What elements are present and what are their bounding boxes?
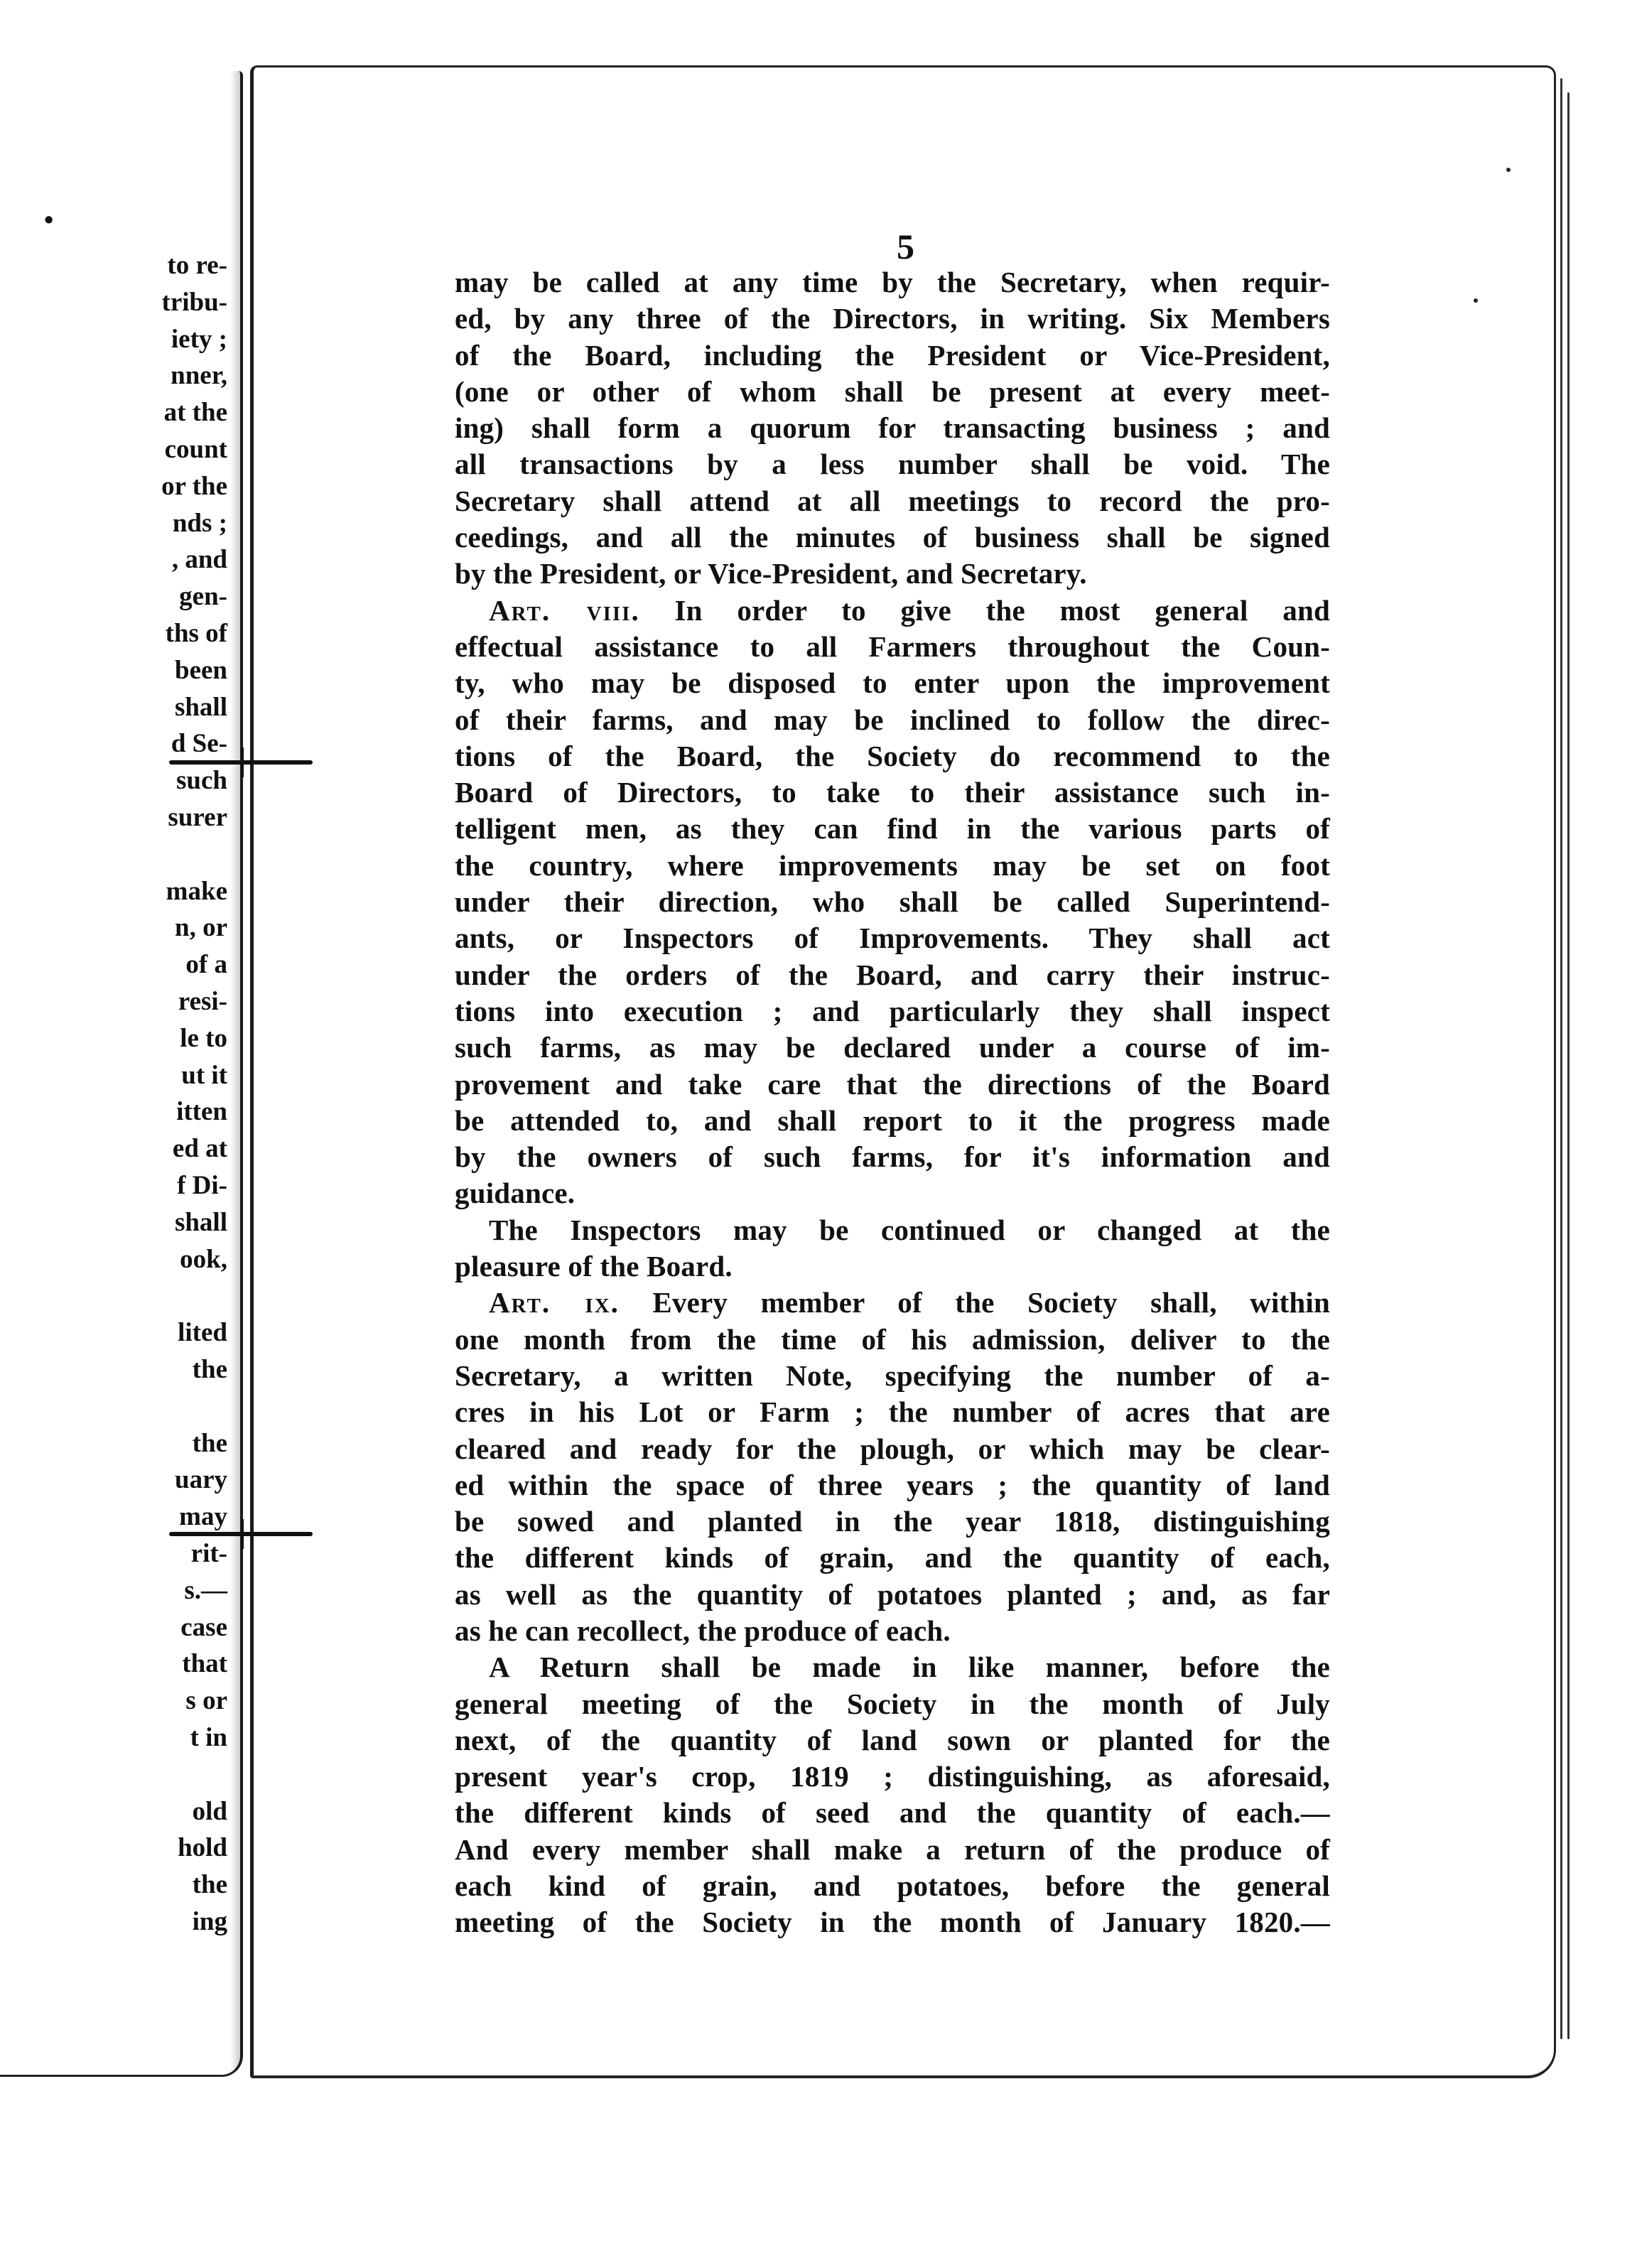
text-line-content: Secretary shall attend at all meetings to record the pro-: [455, 484, 1330, 517]
left-page-line: at the: [163, 398, 227, 428]
text-line-content: be sowed and planted in the year 1818, distinguishing: [455, 1505, 1330, 1538]
text-line: [455, 1613, 1330, 1649]
text-line: [455, 1212, 1330, 1248]
left-page-line: hold: [178, 1833, 227, 1863]
text-line: [455, 593, 1330, 629]
text-line: [455, 1540, 1330, 1576]
text-line-content: provement and take care that the directions of the Board: [455, 1067, 1330, 1101]
left-page-line: may: [179, 1502, 227, 1532]
text-line: [455, 1868, 1330, 1904]
left-page-line: iety ;: [171, 324, 227, 354]
text-line-content: the country, where improvements may be set on foot: [455, 848, 1330, 882]
ink-speck: [1506, 168, 1511, 172]
left-page-line: resi-: [178, 987, 227, 1016]
left-page-line: of a: [185, 950, 227, 980]
left-page-line: ed at: [172, 1134, 227, 1164]
left-page-line: the: [192, 1428, 227, 1458]
ink-speck: [1474, 298, 1478, 303]
text-line-content: cleared and ready for the plough, or which may be clear-: [455, 1432, 1330, 1465]
text-line: [455, 1686, 1330, 1722]
text-line-content: ceedings, and all the minutes of business shall be signed: [455, 521, 1330, 554]
text-line-content: tions of the Board, the Society do recommend to the: [455, 739, 1330, 772]
text-line-content: present year's crop, 1819 ; distinguishing, as aforesaid,: [455, 1760, 1330, 1793]
left-page-line: or the: [161, 471, 227, 501]
left-page-line: n, or: [175, 913, 227, 943]
text-line-content: Every member of the Society shall, within: [619, 1286, 1330, 1319]
text-line: [455, 483, 1330, 519]
left-page-line: tribu-: [161, 287, 227, 317]
left-page-line: case: [180, 1612, 227, 1642]
text-line-content: guidance.: [455, 1177, 576, 1210]
left-page-line: s.—: [184, 1575, 227, 1605]
left-page-line: t in: [190, 1723, 227, 1752]
text-line-content: Secretary, a written Note, specifying the number of a-: [455, 1359, 1330, 1392]
text-line: [455, 1832, 1330, 1868]
text-line-content: as well as the quantity of potatoes planted ; and, as far: [455, 1577, 1330, 1611]
text-line: [455, 1358, 1330, 1394]
text-line: [455, 848, 1330, 884]
left-page-line: itten: [176, 1097, 227, 1127]
text-line: [455, 1394, 1330, 1430]
left-page-line: nner,: [171, 361, 227, 391]
text-line-content: pleasure of the Board.: [455, 1250, 733, 1283]
text-line-content: under the orders of the Board, and carry their instruc-: [455, 958, 1330, 991]
text-line-content: one month from the time of his admission, deliver to the: [455, 1322, 1330, 1356]
text-line-content: tions into execution ; and particularly they shall inspect: [455, 994, 1330, 1027]
text-line: [455, 957, 1330, 993]
left-page-line: , and: [171, 545, 227, 575]
text-line-content: ants, or Inspectors of Improvements. They shall act: [455, 922, 1330, 955]
text-line-content: by the owners of such farms, for it's information and: [455, 1140, 1330, 1174]
left-page-line: count: [164, 435, 227, 464]
text-line: [455, 1431, 1330, 1467]
text-line-content: as he can recollect, the produce of each.: [455, 1614, 951, 1647]
text-line-content: all transactions by a less number shall be void. The: [455, 448, 1330, 481]
text-line-content: cres in his Lot or Farm ; the number of acres that are: [455, 1395, 1330, 1429]
text-line-content: by the President, or Vice-President, and Secretary.: [455, 557, 1087, 590]
text-line-content: of their farms, and may be inclined to follow the direc-: [455, 703, 1330, 736]
left-page-line: rit-: [190, 1539, 227, 1568]
text-line-content: effectual assistance to all Farmers throughout the Coun-: [455, 630, 1330, 663]
text-line-content: The Inspectors may be continued or changed at the: [489, 1213, 1330, 1246]
text-line: [455, 556, 1330, 592]
text-line: [455, 410, 1330, 446]
text-line-content: And every member shall make a return of the produce of: [455, 1832, 1330, 1866]
text-line-content: meeting of the Society in the month of January 1820.—: [455, 1906, 1330, 1939]
article-heading: Art. viii.: [489, 593, 640, 627]
text-line-content: the different kinds of grain, and the quantity of each,: [455, 1541, 1330, 1575]
left-page-line: to re-: [167, 251, 227, 280]
text-line: [455, 702, 1330, 738]
left-page-line: the: [192, 1355, 227, 1384]
text-line: [455, 1175, 1330, 1211]
text-line-content: telligent men, as they can find in the various parts of: [455, 812, 1330, 846]
text-line-content: A Return shall be made in like manner, before the: [489, 1651, 1330, 1684]
text-line: [455, 993, 1330, 1030]
text-line-content: of the Board, including the President or Vice-President,: [455, 338, 1330, 372]
text-line: [455, 811, 1330, 847]
text-line: [455, 1467, 1330, 1503]
text-line-content: be attended to, and shall report to it the progress made: [455, 1103, 1330, 1137]
text-line: [455, 1248, 1330, 1285]
left-page-line: nds ;: [172, 508, 227, 538]
left-page-line: d Se-: [171, 729, 227, 759]
left-page-line: the: [192, 1870, 227, 1900]
left-page-line: ook,: [180, 1244, 227, 1274]
article-heading: Art. ix.: [489, 1286, 620, 1319]
text-line: [455, 920, 1330, 956]
text-line: [455, 1139, 1330, 1175]
text-line: [455, 665, 1330, 701]
ink-dot: •: [44, 205, 54, 235]
thread-marker: [169, 760, 313, 765]
text-line: [455, 738, 1330, 774]
left-page-line: been: [175, 655, 227, 685]
text-line-content: Board of Directors, to take to their assistance such in-: [455, 776, 1330, 809]
left-page-line: ing: [192, 1907, 227, 1936]
text-line: [455, 264, 1330, 301]
text-line-content: In order to give the most general and: [639, 593, 1330, 627]
text-line-content: (one or other of whom shall be present at every meet-: [455, 374, 1330, 408]
thread-marker: [169, 1532, 313, 1536]
text-line-content: ing) shall form a quorum for transacting business ; and: [455, 411, 1330, 445]
page-edge: [1567, 92, 1570, 2039]
text-line-content: may be called at any time by the Secretary, when requir-: [455, 266, 1330, 298]
text-line: [455, 446, 1330, 482]
left-page-line: lited: [178, 1318, 227, 1348]
text-line: [455, 1103, 1330, 1139]
left-page-line: shall: [174, 692, 227, 722]
text-line: [455, 301, 1330, 337]
text-line-content: under their direction, who shall be called Superintend-: [455, 885, 1330, 919]
text-line: [455, 1577, 1330, 1613]
text-line: [455, 1030, 1330, 1066]
text-line-content: ty, who may be disposed to enter upon the improvement: [455, 666, 1330, 700]
text-line: [455, 374, 1330, 410]
text-line-content: general meeting of the Society in the month of July: [455, 1687, 1330, 1720]
gutter-shadow: [230, 71, 240, 2075]
left-page-line: shall: [174, 1207, 227, 1237]
left-page-line: gen-: [179, 582, 227, 612]
left-page-line: f Di-: [177, 1171, 227, 1200]
left-page-line: old: [192, 1796, 227, 1826]
left-page-line: uary: [175, 1465, 227, 1495]
left-facing-page: [0, 71, 243, 2077]
text-line: [455, 519, 1330, 556]
text-line: [455, 1285, 1330, 1321]
text-line-content: ed within the space of three years ; the quantity of land: [455, 1468, 1330, 1501]
left-page-line: such: [176, 766, 227, 796]
body-text: [455, 264, 1330, 1941]
left-page-line: that: [182, 1649, 227, 1679]
text-line-content: next, of the quantity of land sown or planted for the: [455, 1723, 1330, 1756]
text-line-content: the different kinds of seed and the quantity of each.—: [455, 1796, 1330, 1830]
text-line-content: such farms, as may be declared under a course of im-: [455, 1031, 1330, 1064]
page-edge: [1560, 78, 1562, 2039]
left-page-line: ths of: [165, 619, 227, 648]
text-line-content: ed, by any three of the Directors, in writing. Six Members: [455, 302, 1330, 335]
text-line: [455, 1503, 1330, 1540]
text-line: [455, 338, 1330, 374]
text-line: [455, 1795, 1330, 1831]
text-line: [455, 1066, 1330, 1103]
left-page-line: ut it: [181, 1060, 227, 1090]
text-line: [455, 774, 1330, 811]
text-line: [455, 629, 1330, 665]
text-line: [455, 1649, 1330, 1685]
left-page-line: s or: [185, 1686, 227, 1716]
left-page-line: make: [166, 876, 227, 906]
left-page-line: le to: [180, 1023, 227, 1053]
text-line: [455, 1322, 1330, 1358]
page-number: 5: [897, 227, 914, 266]
text-line: [455, 1722, 1330, 1759]
text-line: [455, 1904, 1330, 1940]
left-page-line: surer: [168, 803, 227, 832]
text-line: [455, 884, 1330, 920]
text-line: [455, 1759, 1330, 1795]
text-line-content: each kind of grain, and potatoes, before the general: [455, 1869, 1330, 1903]
